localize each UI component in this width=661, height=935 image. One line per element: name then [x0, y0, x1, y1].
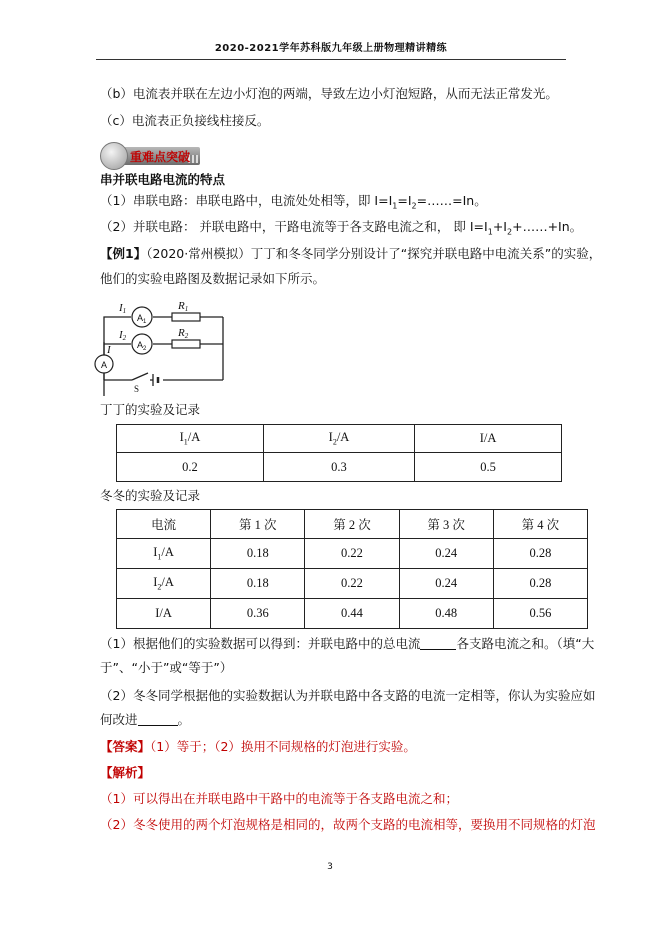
ding-caption: 丁丁的实验及记录	[100, 402, 201, 417]
dong-caption: 冬冬的实验及记录	[100, 488, 201, 503]
label-I1: I1	[119, 302, 127, 315]
answer-blank-1	[420, 637, 456, 650]
table-cell: 0.3	[263, 453, 414, 482]
page-number: 3	[327, 862, 333, 872]
label-R1: R1	[178, 300, 189, 313]
ammeter-A2: $A_2$	[137, 340, 147, 352]
table-cell: 0.5	[415, 453, 562, 482]
table-cell: 0.28	[493, 539, 587, 569]
table-cell: 0.22	[305, 569, 399, 599]
table-cell: $I_2/A$	[117, 569, 211, 599]
table-row	[117, 510, 588, 539]
analysis-2: （2）冬冬使用的两个灯泡规格是相同的，故两个支路的电流相等，要换用不同规格的灯泡	[100, 817, 596, 832]
header-divider	[96, 59, 566, 60]
question-1: （1）根据他们的实验数据可以得到：并联电路中的总电流 各支路电流之和。（填“大	[100, 636, 595, 651]
table-row	[117, 425, 562, 453]
dong-table	[116, 509, 588, 629]
table-cell: 0.28	[493, 569, 587, 599]
table-header-cell: 电流	[117, 510, 211, 539]
ding-table	[116, 424, 562, 482]
circuit-diagram	[96, 296, 238, 394]
table-cell: 0.44	[305, 599, 399, 629]
table-cell: 0.56	[493, 599, 587, 629]
table-header-cell: I/A	[415, 425, 562, 453]
question-1-cont: 于”、“小于”或“等于”）	[100, 660, 233, 675]
question-2-cont: 何改进 。	[100, 712, 191, 727]
table-header-cell: 第 4 次	[493, 510, 587, 539]
line-b: （b）电流表并联在左边小灯泡的两端，导致左边小灯泡短路，从而无法正常发光。	[100, 86, 558, 101]
table-row	[117, 599, 588, 629]
question-2: （2）冬冬同学根据他的实验数据认为并联电路中各支路的电流一定相等，你认为实验应如	[100, 688, 596, 703]
table-header-cell: 第 2 次	[305, 510, 399, 539]
answer-tag: 【答案】	[100, 739, 151, 754]
table-header-cell: $I_2/A$	[263, 425, 414, 453]
series-rule: （1）串联电路：串联电路中，电流处处相等，即 $I=I_1=I_2=\dots\dots=In$。	[100, 193, 487, 211]
table-cell: I/A	[117, 599, 211, 629]
parallel-rule: （2）并联电路： 并联电路中，干路电流等于各支路电流之和， 即 $I=I_1+I_2+\dots\dots+In$。	[100, 219, 583, 237]
table-cell: 0.48	[399, 599, 493, 629]
section-title: 串并联电路电流的特点	[100, 172, 226, 187]
table-cell: 0.2	[117, 453, 264, 482]
badge-emblem-icon	[100, 142, 128, 170]
table-cell: 0.36	[211, 599, 305, 629]
page-header-title: 2020-2021学年苏科版九年级上册物理精讲精练	[214, 43, 448, 54]
table-row	[117, 569, 588, 599]
answer-line: 【答案】（1）等于；（2）换用不同规格的灯泡进行实验。	[100, 739, 416, 754]
ammeter-A: A	[101, 360, 108, 370]
analysis-tag: 【解析】	[100, 765, 151, 780]
table-header-cell: $I_1/A$	[117, 425, 264, 453]
label-S: S	[134, 384, 140, 394]
example-intro-2: 他们的实验电路图及数据记录如下所示。	[100, 271, 326, 286]
example-intro: 【例1】（2020·常州模拟）丁丁和冬冬同学分别设计了“探究并联电路中电流关系”的实验，	[100, 246, 602, 261]
answer-blank-2	[138, 713, 178, 726]
table-cell: 0.18	[211, 569, 305, 599]
table-cell: $I_1/A$	[117, 539, 211, 569]
analysis-1: （1）可以得出在并联电路中干路中的电流等于各支路电流之和；	[100, 791, 458, 806]
table-cell: 0.24	[399, 539, 493, 569]
table-header-cell: 第 3 次	[399, 510, 493, 539]
section-badge	[100, 141, 202, 169]
ammeter-A1: $A_1$	[137, 313, 147, 325]
table-cell: 0.24	[399, 569, 493, 599]
table-header-cell: 第 1 次	[211, 510, 305, 539]
table-cell: 0.18	[211, 539, 305, 569]
table-row	[117, 539, 588, 569]
table-row	[117, 453, 562, 482]
example-tag: 【例1】	[100, 246, 147, 261]
label-I: I	[107, 344, 111, 356]
table-cell: 0.22	[305, 539, 399, 569]
label-R2: R2	[178, 327, 189, 340]
label-I2: I2	[119, 329, 127, 342]
line-c: （c）电流表正负接线柱接反。	[100, 113, 270, 128]
badge-text: 重难点突破	[130, 150, 191, 164]
